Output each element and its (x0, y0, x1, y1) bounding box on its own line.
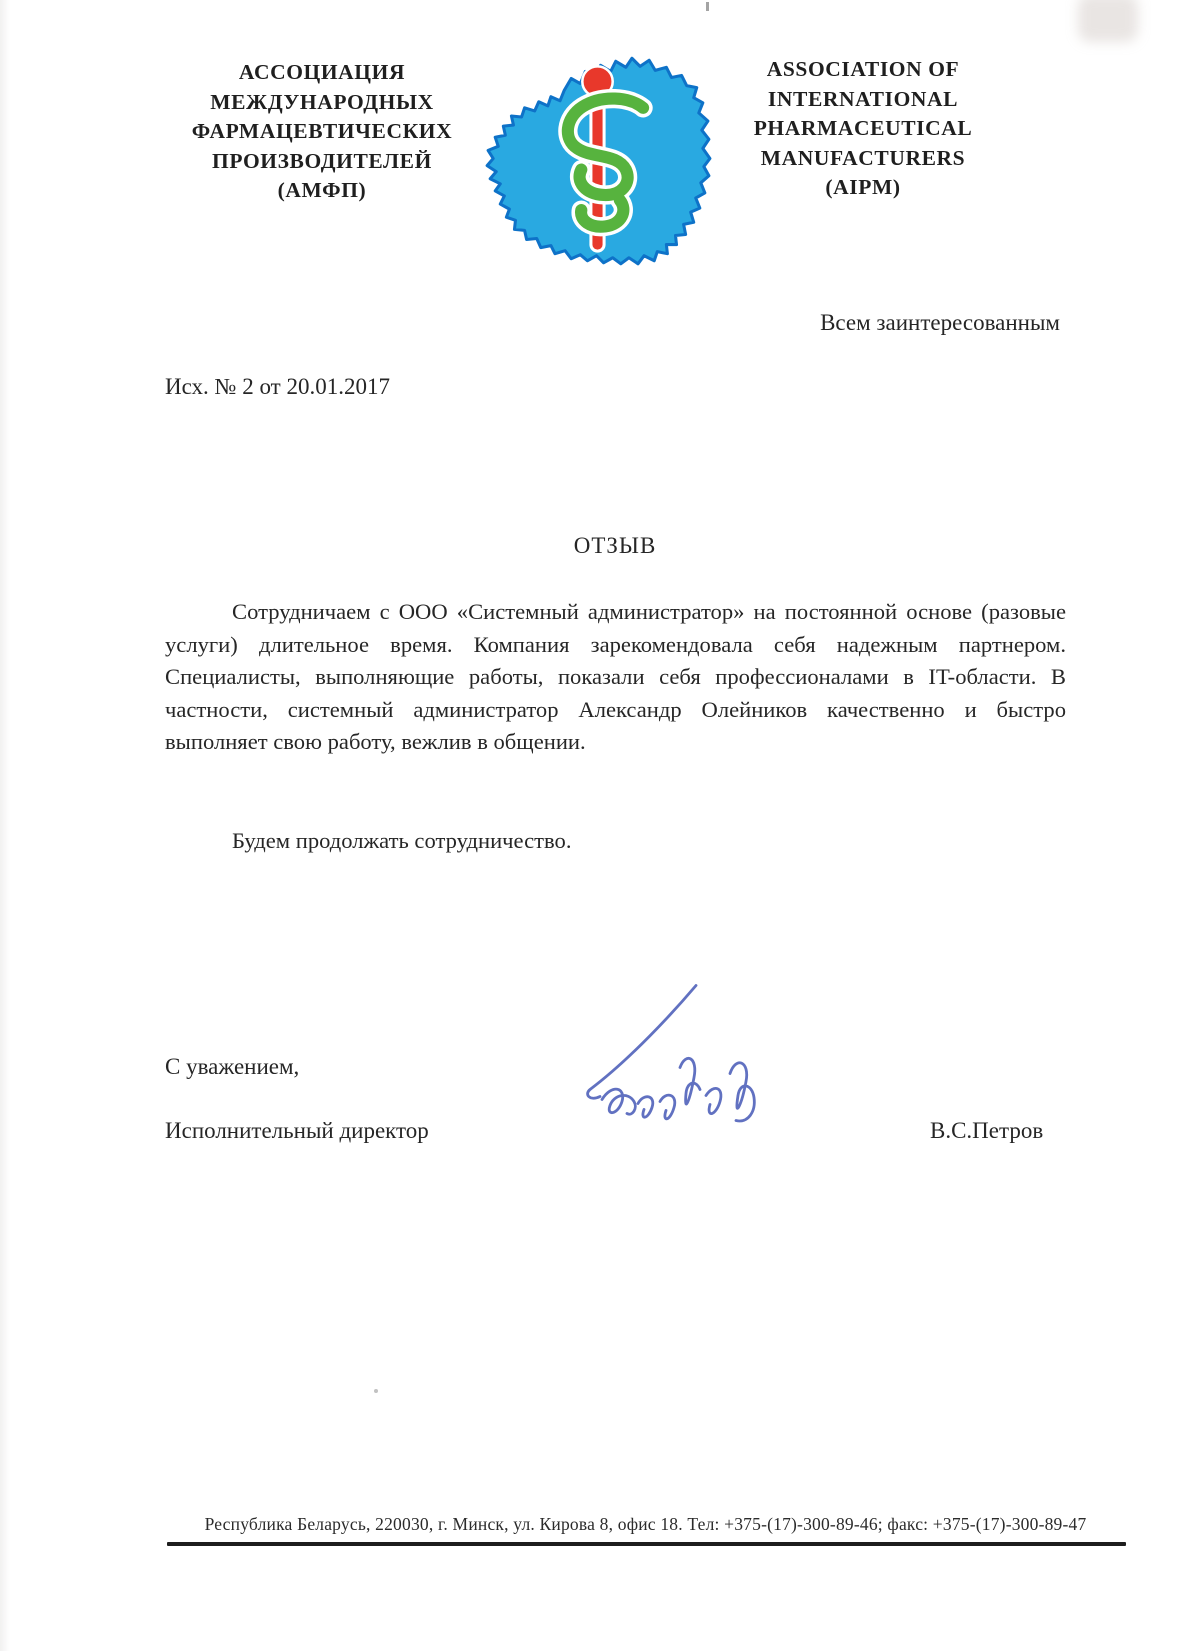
footer-contact-line: Республика Беларусь, 220030, г. Минск, ул. Кирова 8, офис 18. Тел: +375-(17)-300-89-46; факс: +375-(17)-300-89-47 (204, 1514, 1087, 1534)
org-name-ru-line: МЕЖДУНАРОДНЫХ (210, 89, 434, 114)
handwritten-signature (568, 975, 783, 1140)
signature-ink (568, 975, 783, 1140)
scan-artifact (706, 2, 709, 11)
org-name-ru-line: ФАРМАЦЕВТИЧЕСКИХ (191, 119, 453, 143)
org-name-russian (152, 58, 492, 206)
salutation: С уважением, (165, 1054, 300, 1079)
org-name-en-line: (AIPM) (825, 175, 901, 199)
footer-divider (167, 1542, 1126, 1546)
belarus-map-asclepius-icon (478, 50, 716, 268)
aipm-logo (478, 50, 716, 268)
org-name-ru-line: ПРОИЗВОДИТЕЛЕЙ (212, 148, 432, 173)
outgoing-reference: Исх. № 2 от 20.01.2017 (165, 374, 390, 399)
org-name-en-line: INTERNATIONAL (767, 86, 959, 111)
document-title: ОТЗЫВ (573, 533, 657, 558)
org-name-ru-line: АССОЦИАЦИЯ (238, 60, 406, 84)
org-name-en-line: ASSOCIATION OF (766, 57, 960, 81)
letter-body (165, 596, 1066, 858)
signer-position: Исполнительный директор (165, 1118, 429, 1143)
scan-artifact (374, 1389, 378, 1393)
signer-name: В.С.Петров (930, 1118, 1044, 1143)
org-name-en-line: PHARMACEUTICAL (753, 116, 973, 140)
body-paragraph: Будем продолжать сотрудничество. (232, 827, 572, 853)
org-name-en-line: MANUFACTURERS (760, 145, 966, 170)
org-name-english (718, 55, 1008, 203)
addressee-line: Всем заинтересованным (820, 310, 1060, 335)
scan-artifact (1078, 0, 1138, 42)
org-name-ru-line: (АМФП) (277, 178, 367, 202)
body-paragraph: Сотрудничаем с ООО «Системный администратор» на постоянной основе (разовые услуги) длительное время. Компания зарекомендовала себя надежным партнером. Специалисты, выполняющие работы, показали себя профессионалами в IT-области. В частности, системный администратор Александр Олейников качественно и быстро выполняет свою работу, вежлив в общении. (165, 599, 1066, 755)
